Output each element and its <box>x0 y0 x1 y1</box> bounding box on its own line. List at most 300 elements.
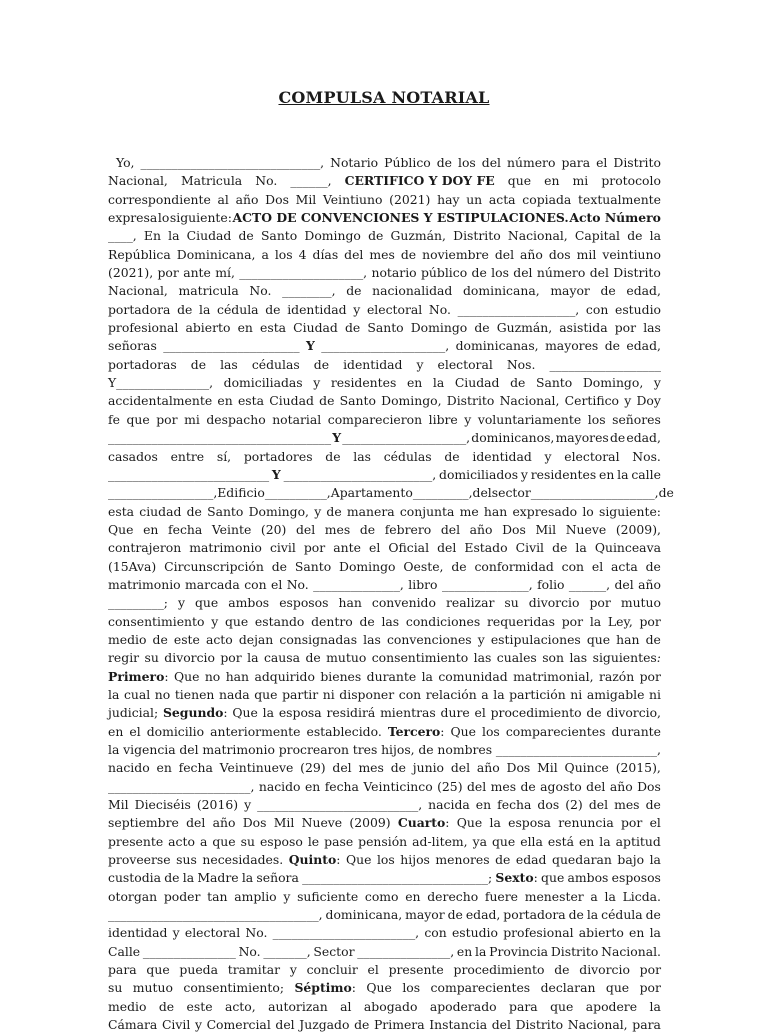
bold-text: ACTO DE CONVENCIONES Y ESTIPULACIONES. <box>232 210 569 226</box>
word <box>108 448 158 466</box>
word <box>326 704 375 722</box>
word <box>135 796 191 814</box>
text-segment: notario <box>371 265 417 281</box>
word <box>325 521 350 539</box>
text-segment: del <box>332 760 352 776</box>
word <box>212 833 235 851</box>
text-segment: _______, <box>263 943 311 959</box>
text-segment: del <box>494 246 515 262</box>
word <box>521 466 528 484</box>
word <box>347 503 395 521</box>
text-segment: identidad <box>472 448 532 464</box>
word <box>495 246 514 264</box>
word <box>275 246 293 264</box>
word <box>586 778 605 796</box>
word <box>233 209 569 227</box>
word <box>562 558 584 576</box>
text-segment: de <box>238 228 254 244</box>
word <box>470 521 493 539</box>
text-segment: quedaran <box>552 852 612 868</box>
text-segment: hay <box>437 191 460 207</box>
word <box>268 998 328 1016</box>
text-segment: de <box>418 742 434 757</box>
word <box>529 594 580 612</box>
text-segment: condiciones <box>405 613 481 629</box>
word <box>545 337 598 355</box>
text-segment: y <box>313 375 321 391</box>
word <box>238 319 253 337</box>
word <box>175 686 215 704</box>
word <box>296 521 315 539</box>
text-segment: Ciudad <box>269 393 314 409</box>
text-segment: ____, <box>108 228 137 244</box>
text-segment: asistida <box>559 320 608 336</box>
text-segment: y <box>624 393 632 409</box>
word <box>406 613 480 631</box>
text-segment: electoral <box>437 356 493 372</box>
document-body <box>108 154 674 1035</box>
word <box>368 961 379 979</box>
word <box>482 154 501 172</box>
word <box>441 521 460 539</box>
text-segment: y <box>544 448 552 464</box>
word <box>433 374 444 392</box>
word <box>589 594 610 612</box>
text-segment: del <box>466 778 487 794</box>
text-segment: del <box>437 540 457 556</box>
word <box>263 943 310 961</box>
word <box>225 613 248 631</box>
text-segment: la <box>493 686 505 702</box>
text-segment: la <box>617 466 629 482</box>
text-segment: por <box>639 980 661 996</box>
word <box>124 686 150 704</box>
text-segment: Ciudad <box>293 320 338 336</box>
word <box>279 704 322 722</box>
text-line <box>108 374 661 392</box>
word <box>304 539 325 557</box>
text-segment: la <box>589 613 602 629</box>
text-segment: de <box>645 797 661 813</box>
text-segment: en <box>599 466 615 482</box>
word <box>108 723 123 741</box>
text-segment: comparecieron <box>327 411 423 427</box>
text-segment: para <box>108 962 137 978</box>
word <box>565 392 619 410</box>
text-segment: medio <box>108 631 147 647</box>
text-segment: de <box>271 558 287 574</box>
text-segment: Madre <box>197 870 239 886</box>
word <box>179 741 198 759</box>
text-segment: manera <box>346 503 395 519</box>
text-segment: No. <box>249 283 272 299</box>
text-segment: para <box>509 998 538 1014</box>
word <box>302 814 343 832</box>
text-segment: comunidad <box>438 668 508 684</box>
word <box>264 649 300 667</box>
text-segment: de <box>604 338 620 354</box>
text-segment: folio <box>537 576 565 592</box>
word <box>587 631 610 649</box>
word <box>187 227 232 245</box>
word <box>508 227 568 245</box>
text-segment: libro <box>408 576 438 592</box>
word <box>422 246 489 264</box>
word <box>624 392 631 410</box>
text-segment: : <box>533 870 538 886</box>
word <box>207 503 243 521</box>
word <box>228 594 269 612</box>
word <box>325 778 359 796</box>
text-segment: y <box>477 631 485 647</box>
text-segment: año <box>476 760 500 776</box>
text-segment: Civil <box>161 1017 191 1033</box>
word <box>516 851 547 869</box>
word <box>614 576 633 594</box>
word <box>601 172 661 190</box>
word <box>549 246 571 264</box>
word <box>616 631 639 649</box>
text-segment: en <box>156 760 172 776</box>
text-segment: año <box>212 815 236 831</box>
text-segment: ni <box>570 686 583 702</box>
word <box>380 704 436 722</box>
text-segment: (2) <box>565 797 583 813</box>
text-segment: electoral <box>564 448 620 464</box>
text-segment: Instancia <box>429 1017 488 1033</box>
text-segment: realizar <box>445 595 495 611</box>
word <box>599 466 614 484</box>
word <box>495 869 537 887</box>
word <box>145 649 159 667</box>
word <box>108 429 331 447</box>
word <box>211 613 218 631</box>
text-segment: la <box>575 540 587 556</box>
text-segment: de <box>600 283 616 299</box>
word <box>472 264 487 282</box>
text-segment: el <box>271 576 283 592</box>
word <box>590 888 597 906</box>
text-segment: apoderado <box>429 998 497 1014</box>
word <box>520 833 543 851</box>
word <box>108 337 157 355</box>
text-segment: las <box>569 650 588 666</box>
bold-text: Y <box>271 466 281 482</box>
text-segment: Distrito <box>550 943 599 959</box>
text-segment: Estado <box>464 540 508 556</box>
word <box>279 594 328 612</box>
text-segment: Santo <box>367 320 404 336</box>
text-segment: las <box>353 448 371 464</box>
text-segment: Ciudad <box>454 375 500 391</box>
text-segment: abierto <box>578 925 624 941</box>
text-segment: dejan <box>238 631 274 647</box>
word <box>550 282 590 300</box>
text-segment: despacho <box>206 411 266 427</box>
text-segment: la <box>182 870 195 886</box>
bold-text: Y <box>305 338 315 354</box>
word <box>207 888 227 906</box>
word <box>252 356 300 374</box>
word <box>184 411 200 429</box>
bold-text: CERTIFICO Y DOY FE <box>344 173 495 189</box>
word <box>466 906 501 924</box>
word <box>582 503 593 521</box>
word <box>332 759 351 777</box>
word <box>497 319 552 337</box>
word <box>405 906 445 924</box>
word <box>217 484 265 502</box>
word <box>108 484 217 502</box>
text-segment: del <box>295 521 316 537</box>
word <box>304 227 360 245</box>
word <box>593 649 661 667</box>
word <box>323 686 335 704</box>
text-segment: Dos <box>637 778 661 794</box>
word <box>467 778 486 796</box>
text-line <box>108 924 661 942</box>
word <box>492 484 531 502</box>
text-segment: y <box>314 503 322 519</box>
text-line <box>108 723 661 741</box>
word <box>497 649 537 667</box>
word <box>626 337 661 355</box>
word <box>260 833 303 851</box>
text-segment: identidad <box>287 301 347 317</box>
text-segment: un <box>466 191 483 207</box>
word <box>185 319 230 337</box>
word <box>179 961 218 979</box>
text-segment: las <box>220 356 238 372</box>
text-segment: hijos, <box>381 742 415 757</box>
word <box>389 961 444 979</box>
word <box>507 356 536 374</box>
document-title: COMPULSA NOTARIAL <box>278 88 490 107</box>
text-segment: por <box>156 411 178 427</box>
text-segment: el <box>474 705 486 721</box>
text-segment: accidentalmente <box>108 393 213 409</box>
text-segment: de <box>474 320 490 336</box>
word <box>108 392 212 410</box>
word <box>212 521 251 539</box>
text-segment: mes <box>614 797 640 813</box>
word <box>313 246 339 264</box>
text-segment: con <box>585 301 609 317</box>
text-segment: ni <box>322 686 335 702</box>
text-segment: estudio <box>451 925 498 941</box>
word <box>321 337 449 355</box>
text-segment: causa <box>263 650 300 666</box>
text-segment: en <box>406 375 423 391</box>
text-segment: Provincia <box>489 943 549 959</box>
word <box>545 448 552 466</box>
text-segment: matrimonio <box>189 540 262 556</box>
text-segment: durante <box>611 723 661 739</box>
word <box>239 227 254 245</box>
word <box>108 649 139 667</box>
text-segment: esposa <box>508 815 551 831</box>
word <box>599 833 610 851</box>
word <box>611 723 661 741</box>
text-segment: de <box>645 558 661 574</box>
word <box>282 686 318 704</box>
word <box>158 264 179 282</box>
text-line <box>108 613 661 631</box>
word <box>587 906 598 924</box>
text-segment: Distrito <box>613 265 661 281</box>
text-segment: noviembre <box>422 246 489 262</box>
word <box>612 411 661 429</box>
word <box>174 668 199 686</box>
text-segment: consentimiento <box>371 650 469 666</box>
text-segment: y <box>283 888 291 904</box>
text-segment: tramitar <box>227 962 281 978</box>
text-segment: (20) <box>260 521 287 537</box>
word <box>544 172 559 190</box>
text-segment: hijos <box>400 852 430 868</box>
word <box>569 906 584 924</box>
text-segment: durante <box>366 668 417 684</box>
word <box>108 998 146 1016</box>
text-segment: su <box>240 833 255 849</box>
text-segment: de <box>609 430 626 446</box>
text-segment: dominicana, <box>463 283 540 299</box>
word <box>391 759 406 777</box>
text-segment: Nacional, <box>567 1017 628 1033</box>
word <box>418 741 433 759</box>
word <box>353 741 378 759</box>
text-segment: que <box>195 595 219 611</box>
word <box>638 576 661 594</box>
word <box>629 924 644 942</box>
text-segment: Que <box>173 668 200 684</box>
text-segment: le <box>307 833 320 849</box>
word <box>457 814 482 832</box>
bold-text: Primero <box>108 668 165 684</box>
word <box>424 924 446 942</box>
word <box>333 539 361 557</box>
text-segment: del <box>586 778 606 794</box>
text-segment: ______________________ <box>163 338 300 354</box>
word <box>219 686 250 704</box>
text-segment: nacido <box>258 778 301 794</box>
text-segment: Nacional, <box>499 393 560 409</box>
word <box>339 558 395 576</box>
word <box>213 814 236 832</box>
text-segment: mientras <box>380 705 436 721</box>
text-segment: Dos <box>506 760 531 776</box>
word <box>491 264 509 282</box>
word <box>421 264 467 282</box>
word <box>427 888 478 906</box>
text-segment: estipulaciones <box>490 631 581 647</box>
word <box>147 723 204 741</box>
text-segment: la <box>168 228 180 244</box>
text-line <box>108 631 661 649</box>
text-segment: la <box>599 833 611 849</box>
word <box>417 356 424 374</box>
word <box>495 851 510 869</box>
text-segment: mil <box>576 246 597 262</box>
word <box>387 631 472 649</box>
text-segment: no <box>204 668 221 684</box>
word <box>487 613 555 631</box>
text-segment: ______, <box>290 173 332 189</box>
text-segment: expresa <box>108 210 158 226</box>
word <box>306 723 381 741</box>
text-segment: han <box>225 668 250 684</box>
text-segment: Circunscripción <box>164 558 264 574</box>
text-segment: adquirido <box>254 668 315 684</box>
text-segment: ni <box>649 686 661 702</box>
text-segment: Nueve <box>565 521 607 537</box>
text-segment: público <box>420 265 468 281</box>
text-line <box>108 759 661 777</box>
word <box>163 337 299 355</box>
word <box>372 649 468 667</box>
text-segment: convenido <box>371 595 436 611</box>
text-segment: de <box>495 852 511 868</box>
word <box>541 869 564 887</box>
word <box>464 411 471 429</box>
word <box>407 374 422 392</box>
word <box>548 833 574 851</box>
word <box>579 924 624 942</box>
word <box>202 851 283 869</box>
text-segment: portadores <box>243 448 313 464</box>
text-segment: me <box>459 503 479 519</box>
text-segment: para <box>632 1017 661 1033</box>
word <box>156 759 171 777</box>
word <box>554 961 569 979</box>
text-segment: en <box>456 943 473 959</box>
text-segment: esposos <box>279 595 329 611</box>
text-segment: Santo <box>207 503 244 519</box>
text-line <box>108 466 661 484</box>
word <box>259 778 301 796</box>
text-segment: de <box>627 228 643 244</box>
word <box>451 759 470 777</box>
text-segment: portadora <box>108 301 171 317</box>
word <box>108 374 213 392</box>
word <box>245 924 267 942</box>
word <box>210 723 300 741</box>
word <box>299 246 307 264</box>
text-segment: su <box>108 980 123 996</box>
word <box>164 649 215 667</box>
text-segment: en <box>143 521 159 537</box>
word <box>422 668 433 686</box>
word <box>478 411 581 429</box>
word <box>458 154 476 172</box>
text-segment: con <box>244 576 267 592</box>
word <box>108 796 129 814</box>
text-line <box>108 851 661 869</box>
word <box>489 191 516 209</box>
text-segment: año <box>235 191 259 207</box>
text-segment: esposa <box>278 705 322 721</box>
word <box>340 392 376 410</box>
text-segment: Mil <box>537 760 558 776</box>
word <box>254 668 314 686</box>
word <box>491 704 582 722</box>
text-line <box>108 961 661 979</box>
text-line <box>108 686 661 704</box>
text-segment: Apartamento <box>330 485 413 501</box>
word <box>606 979 629 997</box>
word <box>344 246 363 264</box>
word <box>646 558 661 576</box>
